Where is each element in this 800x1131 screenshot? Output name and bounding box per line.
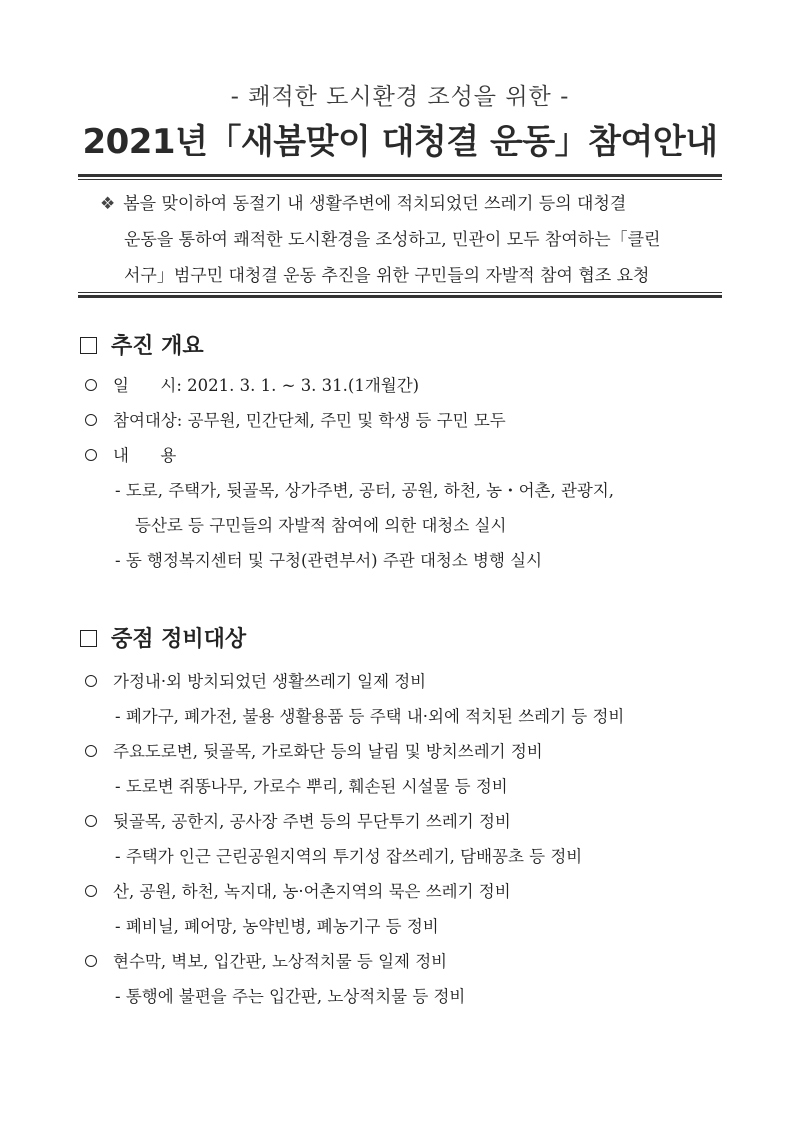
checkbox-square-icon — [80, 337, 97, 354]
detail-line: - 도로, 주택가, 뒷골목, 상가주변, 공터, 공원, 하천, 농・어촌, 관광지, — [115, 481, 615, 500]
detail-line: 등산로 등 구민들의 자발적 참여에 의한 대청소 실시 — [135, 516, 507, 535]
section-heading-overview: 추진 개요 — [80, 329, 204, 360]
detail-line: - 폐가구, 폐가전, 불용 생활용품 등 주택 내·외에 적치된 쓰레기 등 정비 — [115, 707, 625, 726]
list-item: 일 시: 2021. 3. 1. ~ 3. 31.(1개월간) — [85, 368, 614, 403]
circle-bullet-icon — [85, 675, 97, 687]
circle-bullet-icon — [85, 414, 97, 426]
summary-line: 운동을 통하여 쾌적한 도시환경을 조성하고, 민관이 모두 참여하는「클린 — [124, 230, 661, 250]
document-subtitle: - 쾌적한 도시환경 조성을 위한 - — [230, 84, 570, 110]
detail-line: - 통행에 불편을 주는 입간판, 노상적치물 등 정비 — [115, 987, 466, 1006]
summary-bottom-rule — [78, 292, 722, 298]
list-item: 현수막, 벽보, 입간판, 노상적치물 등 일제 정비 — [85, 944, 624, 979]
list-item: 내 용 — [85, 438, 614, 473]
list-item: 주요도로변, 뒷골목, 가로화단 등의 날림 및 방치쓰레기 정비 — [85, 734, 624, 769]
list-item: 뒷골목, 공한지, 공사장 주변 등의 무단투기 쓰레기 정비 — [85, 804, 624, 839]
circle-bullet-icon — [85, 379, 97, 391]
detail-line: - 주택가 인근 근린공원지역의 투기성 잡쓰레기, 담배꽁초 등 정비 — [115, 847, 583, 866]
detail-line: - 폐비닐, 폐어망, 농약빈병, 폐농기구 등 정비 — [115, 917, 439, 936]
summary-top-rule — [78, 174, 722, 180]
checkbox-square-icon — [80, 630, 97, 647]
summary-line: ❖ 봄을 맞이하여 동절기 내 생활주변에 적치되었던 쓰레기 등의 대청결 — [100, 194, 627, 214]
list-item: 가정내·외 방치되었던 생활쓰레기 일제 정비 — [85, 664, 624, 699]
circle-bullet-icon — [85, 955, 97, 967]
circle-bullet-icon — [85, 449, 97, 461]
detail-line: - 도로변 쥐똥나무, 가로수 뿌리, 훼손된 시설물 등 정비 — [115, 777, 508, 796]
diamond-bullet-icon: ❖ — [100, 194, 116, 214]
detail-line: - 동 행정복지센터 및 구청(관련부서) 주관 대청소 병행 실시 — [115, 551, 543, 570]
summary-line: 서구」범구민 대청결 운동 추진을 위한 구민들의 자발적 참여 협조 요청 — [124, 266, 650, 286]
targets-list — [85, 664, 624, 1014]
circle-bullet-icon — [85, 885, 97, 897]
document-title: 2021년「새봄맞이 대청결 운동」참여안내 — [82, 122, 718, 162]
summary-box — [100, 186, 710, 294]
list-item: 참여대상: 공무원, 민간단체, 주민 및 학생 등 구민 모두 — [85, 403, 614, 438]
list-item: 산, 공원, 하천, 녹지대, 농·어촌지역의 묵은 쓰레기 정비 — [85, 874, 624, 909]
overview-list — [85, 368, 614, 578]
circle-bullet-icon — [85, 815, 97, 827]
circle-bullet-icon — [85, 745, 97, 757]
section-heading-targets: 중점 정비대상 — [80, 622, 246, 653]
